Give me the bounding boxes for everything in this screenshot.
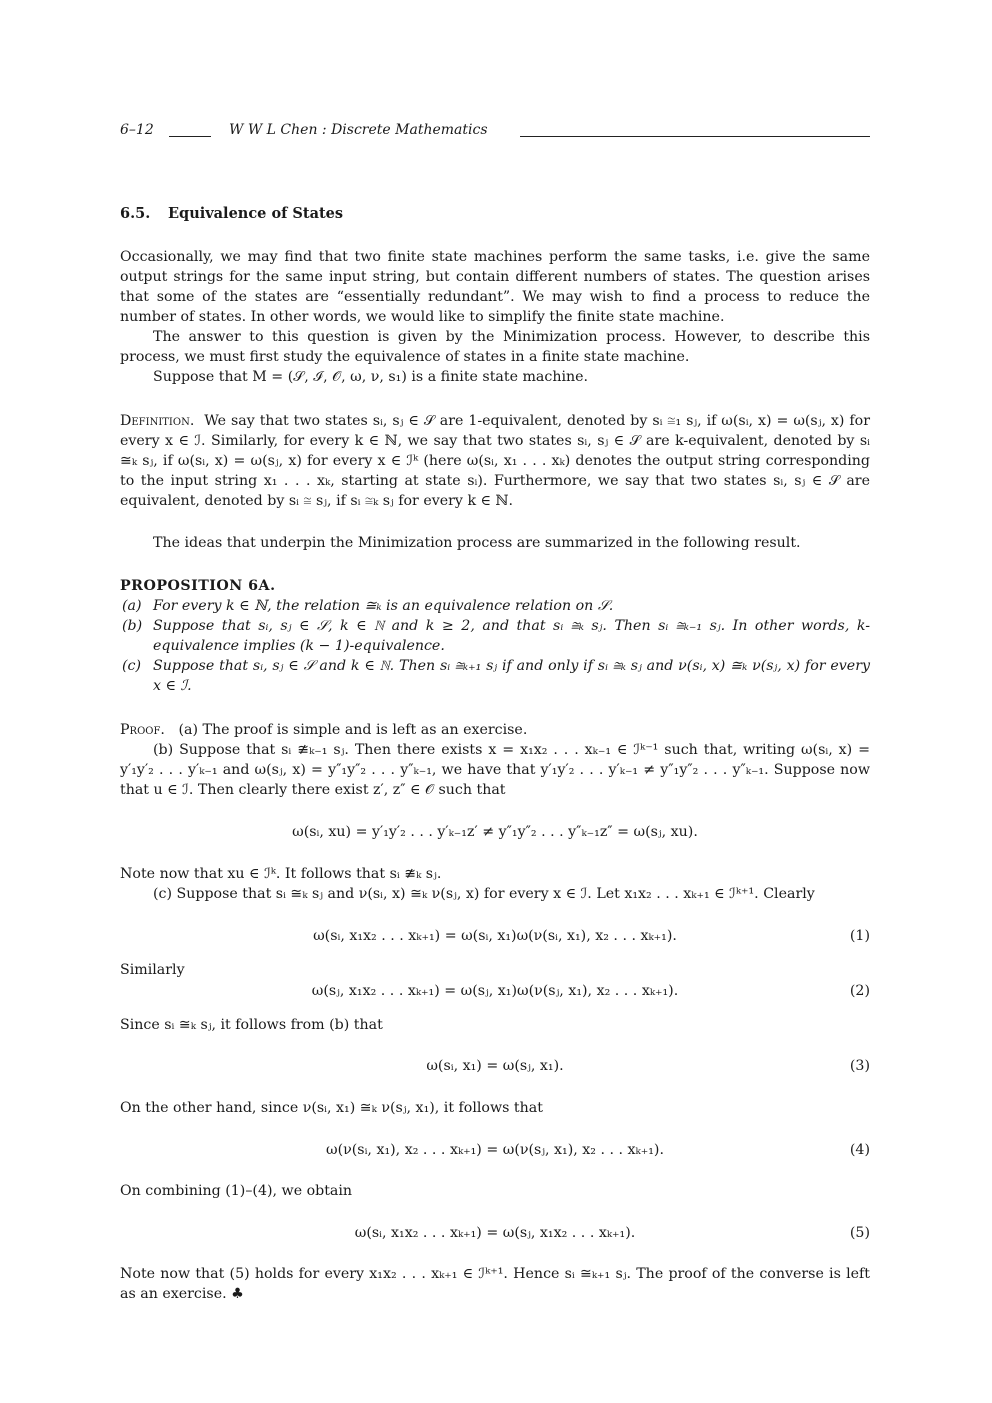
proposition-item-b: [120, 616, 870, 656]
lead-in-block: [120, 533, 870, 553]
conclusion-text: Note now that (5) holds for every x₁x₂ . . . xₖ₊₁ ∈ ℐᵏ⁺¹. Hence sᵢ ≅ₖ₊₁ sⱼ. The proof of the converse is left as an exercise. ♣: [120, 1266, 870, 1302]
item-label: (c): [122, 658, 142, 674]
proposition-item-a: [120, 596, 870, 616]
header-rule-short: [169, 136, 211, 137]
section-heading: [120, 205, 343, 222]
equation-body: ω(sᵢ, x₁) = ω(sⱼ, x₁).: [426, 1058, 564, 1074]
proof-block: [120, 720, 870, 800]
section-number: 6.5.: [120, 205, 151, 222]
equation-4: [120, 1140, 870, 1160]
since-block: [120, 1015, 870, 1035]
proof-part-a: (a) The proof is simple and is left as an exercise.: [178, 722, 528, 738]
equation-body: ω(ν(sᵢ, x₁), x₂ . . . xₖ₊₁) = ω(ν(sⱼ, x₁), x₂ . . . xₖ₊₁).: [326, 1142, 664, 1158]
similarly-text: Similarly: [120, 962, 185, 978]
similarly-block: [120, 960, 870, 980]
other-hand-block: [120, 1098, 870, 1118]
intro-block: [120, 247, 870, 387]
proposition-block: [120, 576, 870, 696]
definition-block: [120, 411, 870, 511]
equation-body: ω(sᵢ, x₁x₂ . . . xₖ₊₁) = ω(sⱼ, x₁x₂ . . . xₖ₊₁).: [354, 1225, 636, 1241]
proof-part-b: (b) Suppose that sᵢ ≇ₖ₋₁ sⱼ. Then there exists x = x₁x₂ . . . xₖ₋₁ ∈ ℐᵏ⁻¹ such that, writing ω(sᵢ, x) = y′₁y′₂ . . . y′ₖ₋₁ and ω(sⱼ, x) = y″₁y″₂ . . . y″ₖ₋₁, we have that y′₁y′₂ . . . y′ₖ₋₁ ≠ y″₁y″₂ . . . y″ₖ₋₁. Suppose now that u ∈ ℐ. Then clearly there exist z′, z″ ∈ 𝒪 such that: [120, 742, 870, 798]
running-header: [120, 122, 870, 142]
item-label: (a): [122, 598, 142, 614]
since-text: Since sᵢ ≅ₖ sⱼ, it follows from (b) that: [120, 1017, 383, 1033]
running-title: W W L Chen : Discrete Mathematics: [229, 122, 488, 138]
equation-b: [120, 822, 870, 842]
proposition-title: PROPOSITION 6A.: [120, 578, 276, 594]
definition-label: Definition.: [120, 413, 195, 429]
equation-number: (4): [849, 1142, 870, 1158]
page-number: 6–12: [120, 122, 154, 138]
item-text: For every k ∈ ℕ, the relation ≅ₖ is an equivalence relation on 𝒮.: [153, 598, 614, 614]
lead-in-text: The ideas that underpin the Minimization process are summarized in the following result.: [153, 535, 801, 551]
intro-paragraph-1: Occasionally, we may find that two finite state machines perform the same tasks, i.e. give the same output strings for the same input string, but contain different numbers of states. The question arises that some of the states are “essentially redundant”. We may wish to find a process to reduce the number of states. In other words, we would like to simplify the finite state machine.: [120, 249, 870, 325]
equation-5: [120, 1223, 870, 1243]
equation-number: (2): [849, 983, 870, 999]
equation-3: [120, 1056, 870, 1076]
item-text: Suppose that sᵢ, sⱼ ∈ 𝒮, k ∈ ℕ and k ≥ 2, and that sᵢ ≅ₖ sⱼ. Then sᵢ ≅ₖ₋₁ sⱼ. In other words, k-equivalence implies (k − 1)-equivalence.: [153, 618, 870, 654]
definition-text: We say that two states sᵢ, sⱼ ∈ 𝒮 are 1-equivalent, denoted by sᵢ ≅₁ sⱼ, if ω(sᵢ, x) = ω(sⱼ, x) for every x ∈ ℐ. Similarly, for every k ∈ ℕ, we say that two states sᵢ, sⱼ ∈ 𝒮 are k-equivalent, denoted by sᵢ ≅ₖ sⱼ, if ω(sᵢ, x) = ω(sⱼ, x) for every x ∈ ℐᵏ (here ω(sᵢ, x₁ . . . xₖ) denotes the output string corresponding to the input string x₁ . . . xₖ, starting at state sᵢ). Furthermore, we say that two states sᵢ, sⱼ ∈ 𝒮 are equivalent, denoted by sᵢ ≅ sⱼ, if sᵢ ≅ₖ sⱼ for every k ∈ ℕ.: [120, 413, 870, 509]
proof-part-b-end: Note now that xu ∈ ℐᵏ. It follows that sᵢ ≇ₖ sⱼ.: [120, 866, 442, 882]
proof-part-b-end-block: [120, 864, 870, 904]
equation-1: [120, 926, 870, 946]
other-hand-text: On the other hand, since ν(sᵢ, x₁) ≅ₖ ν(sⱼ, x₁), it follows that: [120, 1100, 543, 1116]
intro-paragraph-2: The answer to this question is given by the Minimization process. However, to describe this process, we must first study the equivalence of states in a finite state machine.: [120, 329, 870, 365]
equation-body: ω(sᵢ, xu) = y′₁y′₂ . . . y′ₖ₋₁z′ ≠ y″₁y″₂ . . . y″ₖ₋₁z″ = ω(sⱼ, xu).: [292, 824, 698, 840]
intro-paragraph-3: Suppose that M = (𝒮, ℐ, 𝒪, ω, ν, s₁) is a finite state machine.: [153, 369, 589, 385]
equation-body: ω(sᵢ, x₁x₂ . . . xₖ₊₁) = ω(sᵢ, x₁)ω(ν(sᵢ, x₁), x₂ . . . xₖ₊₁).: [313, 928, 677, 944]
combining-text: On combining (1)–(4), we obtain: [120, 1183, 353, 1199]
header-rule-long: [520, 136, 870, 137]
conclusion-block: [120, 1264, 870, 1304]
equation-number: (3): [849, 1058, 870, 1074]
equation-number: (1): [849, 928, 870, 944]
proof-label: Proof.: [120, 722, 165, 738]
equation-2: [120, 981, 870, 1001]
proof-part-c: (c) Suppose that sᵢ ≅ₖ sⱼ and ν(sᵢ, x) ≅ₖ ν(sⱼ, x) for every x ∈ ℐ. Let x₁x₂ . . . xₖ₊₁ ∈ ℐᵏ⁺¹. Clearly: [153, 886, 815, 902]
item-text: Suppose that sᵢ, sⱼ ∈ 𝒮 and k ∈ ℕ. Then sᵢ ≅ₖ₊₁ sⱼ if and only if sᵢ ≅ₖ sⱼ and ν(sᵢ, x) ≅ₖ ν(sⱼ, x) for every x ∈ ℐ.: [153, 658, 870, 694]
equation-number: (5): [849, 1225, 870, 1241]
proposition-item-c: [120, 656, 870, 696]
section-title: Equivalence of States: [168, 205, 344, 222]
item-label: (b): [122, 618, 143, 634]
equation-body: ω(sⱼ, x₁x₂ . . . xₖ₊₁) = ω(sⱼ, x₁)ω(ν(sⱼ, x₁), x₂ . . . xₖ₊₁).: [311, 983, 679, 999]
combining-block: [120, 1181, 870, 1201]
